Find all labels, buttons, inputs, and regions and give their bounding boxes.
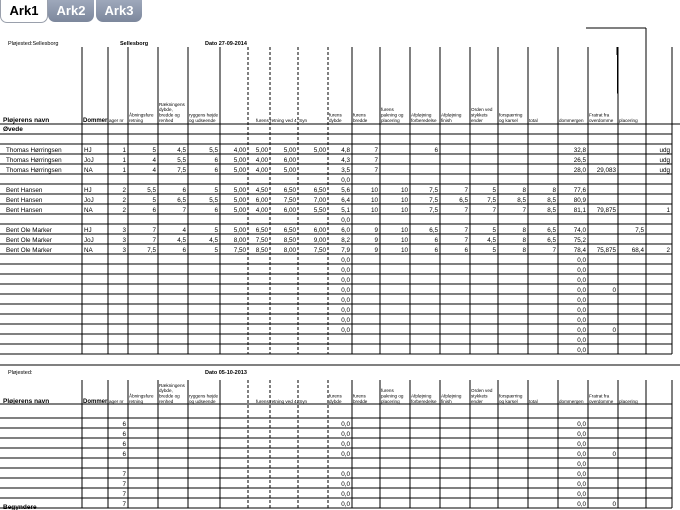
table-cell: Bent Ole Marker	[6, 237, 52, 244]
table-cell: 7	[152, 227, 156, 234]
table-cell: 0,0	[341, 297, 350, 304]
header2-width: furens bredde	[353, 393, 368, 404]
table-cell: 6	[152, 207, 156, 214]
header-judge: Dommer	[83, 118, 108, 124]
table-cell: 7	[122, 471, 126, 478]
tab-ark2[interactable]: Ark2	[48, 0, 94, 22]
tab-ark3[interactable]: Ark3	[96, 0, 142, 22]
table-cell: 7,00	[313, 197, 326, 204]
table-cell: 4	[182, 227, 186, 234]
table-cell: 7	[464, 187, 468, 194]
table-cell: 1	[122, 167, 126, 174]
table-cell: 10	[400, 227, 408, 234]
table-cell: 6	[464, 247, 468, 254]
header-finish-prep: Afpløjning forberedelse	[411, 112, 437, 123]
table-cell: HJ	[84, 147, 92, 154]
table-cell: 4,00	[255, 167, 268, 174]
table-cell: udg	[659, 147, 670, 154]
table-cell: 2	[122, 207, 126, 214]
table-cell: 6,00	[255, 197, 268, 204]
table-cell: 81,1	[573, 207, 586, 214]
table-cell: 6	[214, 207, 218, 214]
table-cell: 6	[122, 421, 126, 428]
table-cell: 2	[122, 197, 126, 204]
table-cell: 0,0	[577, 491, 586, 498]
table-cell: JoJ	[84, 157, 94, 164]
table-cell: 7	[122, 481, 126, 488]
table-cell: 4,50	[255, 187, 268, 194]
table-cell: 0,0	[577, 451, 586, 458]
table-cell: 0,0	[577, 307, 586, 314]
table-cell: 7	[492, 207, 496, 214]
table-cell: 5	[152, 147, 156, 154]
header-width: furens bredde	[353, 112, 368, 123]
table-cell: 6,50	[283, 227, 296, 234]
table-cell: HJ	[84, 227, 92, 234]
table-cell: 7	[122, 491, 126, 498]
table-cell: 0,0	[577, 421, 586, 428]
table-cell: 0,0	[341, 267, 350, 274]
table-cell: 9	[374, 227, 378, 234]
header-age: ager nr	[109, 118, 124, 123]
table-cell: 7	[374, 167, 378, 174]
table-cell: 10	[400, 237, 408, 244]
table-cell: 3	[122, 247, 126, 254]
table-cell: 0,0	[341, 441, 350, 448]
table-cell: 0,0	[577, 337, 586, 344]
table-cell: 0,0	[577, 441, 586, 448]
table-cell: 0	[612, 451, 616, 458]
table-cell: 28,0	[573, 167, 586, 174]
table-cell: 26,5	[573, 157, 586, 164]
table-cell: 10	[370, 187, 378, 194]
date-label-2: Dato 05-10-2013	[205, 370, 247, 376]
table-cell: 0,0	[341, 421, 350, 428]
table-cell: 77,6	[573, 187, 586, 194]
table-cell: 5	[214, 187, 218, 194]
group-label-2: Begyndere	[3, 504, 37, 510]
header-packing: furens pakning og placering	[381, 107, 404, 123]
table-cell: 4,5	[209, 237, 218, 244]
table-cell: 6	[122, 431, 126, 438]
header-opening: Åbningsfure retning	[129, 112, 154, 123]
table-cell: 0,0	[341, 471, 350, 478]
table-cell: 8,5	[547, 197, 556, 204]
table-cell: 7	[182, 207, 186, 214]
table-cell: 8	[552, 187, 556, 194]
table-cell: 7	[552, 247, 556, 254]
table-cell: 5	[214, 227, 218, 234]
header-furrow-dir: furens retning ved 4. Syn	[256, 118, 308, 123]
table-cell: 7,50	[313, 247, 326, 254]
table-cell: 0,0	[577, 501, 586, 508]
table-cell: 5	[492, 187, 496, 194]
table-cell: 4,00	[255, 207, 268, 214]
table-cell: 7,5	[487, 197, 496, 204]
table-cell: 6,5	[177, 197, 186, 204]
header2-packing: furens pakning og placering	[381, 388, 404, 404]
table-cell: 8,50	[255, 247, 268, 254]
table-cell: 4,5	[487, 237, 496, 244]
table-cell: 7,5	[429, 187, 438, 194]
table-cell: 5	[214, 247, 218, 254]
header-depth: furens dybde	[329, 112, 342, 123]
table-cell: 74,0	[573, 227, 586, 234]
table-cell: 5	[492, 227, 496, 234]
table-cell: Bent Hansen	[6, 187, 43, 194]
table-cell: 5	[152, 197, 156, 204]
table-cell: 6,50	[313, 187, 326, 194]
table-cell: 0,0	[341, 257, 350, 264]
table-cell: 0,0	[341, 277, 350, 284]
table-cell: 5,00	[283, 167, 296, 174]
table-cell: Thomas Hørringsen	[6, 147, 62, 154]
table-cell: 10	[400, 187, 408, 194]
table-cell: 0,0	[577, 267, 586, 274]
table-cell: 8,2	[341, 237, 350, 244]
header-deduct: Fratrat fra overdomme	[589, 112, 614, 123]
table-cell: 0,0	[341, 327, 350, 334]
table-cell: 9,00	[313, 237, 326, 244]
table-cell: 3,5	[341, 167, 350, 174]
header-order: Orden ved stykkets ender	[471, 107, 493, 123]
table-cell: JoJ	[84, 237, 94, 244]
table-cell: 6	[434, 147, 438, 154]
table-cell: 7	[374, 147, 378, 154]
table-cell: 9	[374, 247, 378, 254]
table-cell: 7	[464, 227, 468, 234]
spreadsheet-grid[interactable]	[0, 27, 680, 510]
header-ridge: Rækningens dybde, bredde og renhed	[159, 101, 185, 123]
table-cell: 0	[612, 501, 616, 508]
table-cell: Bent Ole Marker	[6, 247, 52, 254]
table-cell: JoJ	[84, 197, 94, 204]
table-cell: 0,0	[577, 257, 586, 264]
table-cell: 5,6	[341, 187, 350, 194]
table-cell: 29,083	[596, 167, 616, 174]
header2-age: ager nr	[109, 399, 124, 404]
table-cell: 6,5	[429, 227, 438, 234]
table-cell: 6,50	[283, 187, 296, 194]
table-cell: 5,00	[313, 147, 326, 154]
table-cell: 10	[370, 197, 378, 204]
table-cell: 75,2	[573, 237, 586, 244]
header-placing: placering	[619, 118, 638, 123]
header-finish: Afpløjning finish	[441, 112, 462, 123]
table-cell: 6	[214, 157, 218, 164]
table-cell: 6	[434, 237, 438, 244]
table-cell: 8,00	[233, 237, 246, 244]
table-cell: 7,5	[147, 247, 156, 254]
table-cell: 5,00	[233, 187, 246, 194]
header-name: Pløjerens navn	[3, 117, 50, 124]
table-cell: 1	[122, 157, 126, 164]
table-cell: 7	[374, 157, 378, 164]
table-cell: 0,0	[577, 431, 586, 438]
table-cell: 0,0	[341, 177, 350, 184]
table-cell: 0	[612, 327, 616, 334]
table-cell: 5,5	[147, 187, 156, 194]
header2-depth: furens dybde	[329, 393, 342, 404]
sheet-tab-bar	[0, 0, 680, 27]
table-cell: 3	[122, 237, 126, 244]
header-back: ryggens højde og udseende	[189, 112, 219, 123]
table-cell: 8	[522, 187, 526, 194]
table-cell: 5,00	[233, 227, 246, 234]
table-cell: 7	[522, 207, 526, 214]
header2-judge-score: dommergen	[559, 399, 584, 404]
table-cell: 5	[492, 247, 496, 254]
table-cell: HJ	[84, 187, 92, 194]
table-cell: 7,50	[283, 197, 296, 204]
header2-finish-prep: Afpløjning forberedelse	[411, 393, 437, 404]
table-cell: 7,50	[255, 237, 268, 244]
table-cell: 2	[122, 187, 126, 194]
table-cell: 68,4	[631, 247, 644, 254]
table-cell: 5,5	[209, 147, 218, 154]
table-cell: 0,0	[341, 431, 350, 438]
table-cell: 0,0	[341, 287, 350, 294]
table-cell: 7,5	[635, 227, 644, 234]
tab-ark1[interactable]: Ark1	[0, 0, 48, 23]
header2-deduct: Fratrat fra overdomme	[589, 393, 614, 404]
table-cell: 0,0	[341, 307, 350, 314]
table-cell: 0,0	[577, 317, 586, 324]
table-cell: 6	[122, 441, 126, 448]
header-judge-2: Dommer	[83, 399, 108, 405]
table-cell: NA	[84, 247, 93, 254]
table-cell: 5,50	[313, 207, 326, 214]
table-cell: 6,00	[283, 207, 296, 214]
header-furrow-dir-2: furens retning ved 4. Syn	[256, 399, 308, 404]
table-cell: 10	[370, 207, 378, 214]
table-cell: 6	[182, 247, 186, 254]
table-cell: 0,0	[577, 481, 586, 488]
table-cell: 6,50	[255, 227, 268, 234]
table-cell: 7,5	[429, 197, 438, 204]
date-label: Dato 27-09-2014	[205, 41, 247, 47]
table-cell: 6,5	[547, 227, 556, 234]
table-cell: 4	[152, 167, 156, 174]
header2-opening: Åbningsfure retning	[129, 393, 154, 404]
table-cell: 10	[400, 247, 408, 254]
table-cell: 5,00	[255, 147, 268, 154]
table-cell: 7,5	[429, 207, 438, 214]
table-cell: 5,5	[209, 197, 218, 204]
table-cell: 0,0	[577, 297, 586, 304]
table-cell: 5,00	[233, 157, 246, 164]
place-label-2: Pløjested:	[8, 370, 33, 376]
table-cell: 8	[522, 227, 526, 234]
table-cell: 6,00	[313, 227, 326, 234]
header2-order: Orden ved stykkets ender	[471, 388, 493, 404]
table-cell: 10	[400, 197, 408, 204]
table-cell: 6,0	[341, 227, 350, 234]
table-cell: 5,00	[233, 197, 246, 204]
table-cell: 10	[400, 207, 408, 214]
table-cell: 0,0	[341, 481, 350, 488]
table-cell: 7,5	[177, 167, 186, 174]
table-cell: 0,0	[341, 491, 350, 498]
table-cell: Bent Ole Marker	[6, 227, 52, 234]
table-cell: 6,4	[341, 197, 350, 204]
table-cell: 4,3	[341, 157, 350, 164]
table-cell: 0	[612, 287, 616, 294]
table-cell: 4,8	[341, 147, 350, 154]
header2-finish: Afpløjning finish	[441, 393, 462, 404]
table-cell: 79,875	[596, 207, 616, 214]
table-cell: 0,0	[341, 217, 350, 224]
place-value: Sellesborg	[120, 41, 149, 47]
header-name-2: Pløjerens navn	[3, 398, 50, 405]
table-cell: 4,00	[255, 157, 268, 164]
table-cell: 5,00	[283, 147, 296, 154]
table-cell: 4	[152, 157, 156, 164]
table-cell: 6	[434, 247, 438, 254]
table-cell: 0,0	[577, 347, 586, 354]
table-cell: 2	[666, 247, 670, 254]
table-cell: 80,9	[573, 197, 586, 204]
group-label: Øvede	[3, 126, 23, 133]
table-cell: 7	[122, 501, 126, 508]
table-cell: 6,00	[283, 157, 296, 164]
table-cell: 0,0	[341, 451, 350, 458]
table-cell: 0,0	[577, 471, 586, 478]
table-cell: 6	[182, 187, 186, 194]
table-cell: 0,0	[577, 461, 586, 468]
table-cell: 4,5	[177, 147, 186, 154]
table-cell: 32,8	[573, 147, 586, 154]
table-cell: 4,00	[233, 147, 246, 154]
table-cell: 3	[122, 227, 126, 234]
table-cell: udg	[659, 167, 670, 174]
table-cell: 78,4	[573, 247, 586, 254]
place-label: Pløjested:Sellesborg	[8, 41, 59, 47]
table-cell: 5,1	[341, 207, 350, 214]
table-cell: 6	[122, 451, 126, 458]
table-cell: 6,5	[459, 197, 468, 204]
table-cell: 7	[152, 237, 156, 244]
table-cell: 8	[522, 237, 526, 244]
header-harrow: forspærring og karsel	[499, 112, 523, 123]
table-cell: 1	[666, 207, 670, 214]
table-cell: 6	[214, 167, 218, 174]
table-cell: 7	[464, 207, 468, 214]
table-cell: Bent Hansen	[6, 207, 43, 214]
table-cell: Thomas Hørringsen	[6, 167, 62, 174]
header2-placing: placering	[619, 399, 638, 404]
table-cell: Thomas Hørringsen	[6, 157, 62, 164]
table-cell: 5,5	[177, 157, 186, 164]
table-cell: 9	[374, 237, 378, 244]
table-cell: 1	[122, 147, 126, 154]
table-cell: 8,5	[547, 207, 556, 214]
table-cell: udg	[659, 157, 670, 164]
table-cell: 0,0	[577, 287, 586, 294]
table-cell: 75,875	[596, 247, 616, 254]
header2-total: total	[529, 399, 538, 404]
header2-back: ryggens højde og udseende	[189, 393, 219, 404]
table-cell: 8,00	[283, 247, 296, 254]
header2-harrow: forspærring og karsel	[499, 393, 523, 404]
table-cell: 7	[464, 237, 468, 244]
table-cell: 5,00	[233, 167, 246, 174]
table-cell: NA	[84, 167, 93, 174]
table-cell: 7,50	[233, 247, 246, 254]
header-judge-score: dommergen	[559, 118, 584, 123]
header2-ridge: Rækningens dybde, bredde og renhed	[159, 382, 185, 404]
table-cell: 0,0	[341, 317, 350, 324]
table-cell: 6,5	[547, 237, 556, 244]
table-cell: 4,5	[177, 237, 186, 244]
table-cell: 0,0	[577, 277, 586, 284]
table-cell: 0,0	[341, 501, 350, 508]
table-cell: 8	[522, 247, 526, 254]
table-cell: 5,00	[233, 207, 246, 214]
table-cell: 8,5	[517, 197, 526, 204]
table-cell: NA	[84, 207, 93, 214]
table-cell: 7,9	[341, 247, 350, 254]
table-cell: Bent Hansen	[6, 197, 43, 204]
table-cell: 0,0	[577, 327, 586, 334]
header-total: total	[529, 118, 538, 123]
table-cell: 8,50	[283, 237, 296, 244]
